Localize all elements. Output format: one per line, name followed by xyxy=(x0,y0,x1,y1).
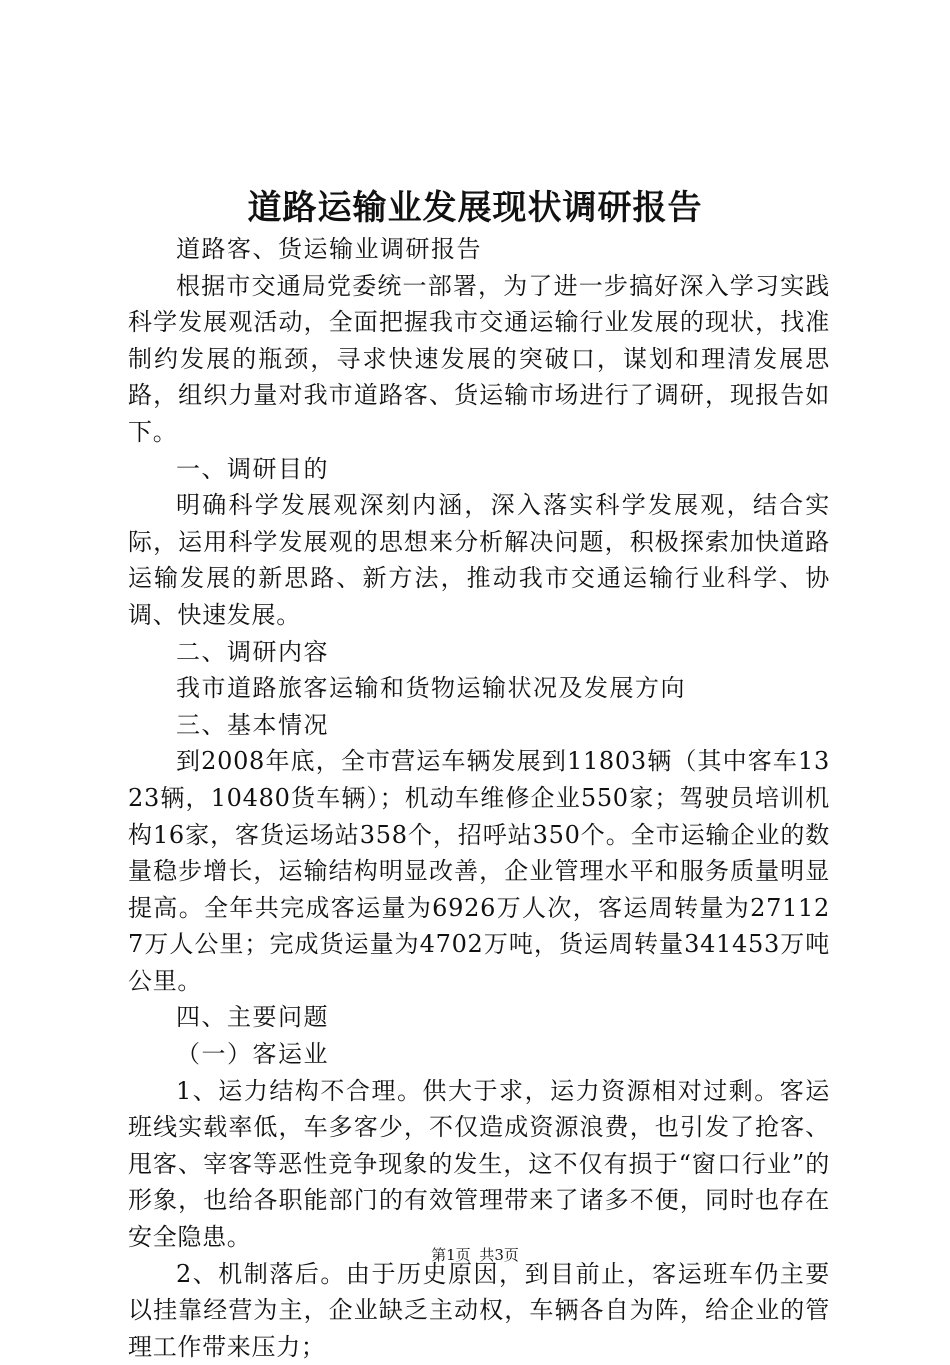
subtitle-paragraph: 道路客、货运输业调研报告 xyxy=(176,235,482,263)
document-body xyxy=(128,231,830,1365)
page-number: 第1页 xyxy=(431,1246,471,1264)
section-heading-basic: 三、基本情况 xyxy=(176,710,329,739)
section-heading-issues: 四、主要问题 xyxy=(176,1003,329,1032)
purpose-paragraph: 明确科学发展观深刻内涵，深入落实科学发展观，结合实际，运用科学发展观的思想来分析解决问题，积极探索加快道路运输发展的新思路、新方法，推动我市交通运输行业科学、协调、快速发展。 xyxy=(128,491,830,629)
basic-paragraph: 到2008年底，全市营运车辆发展到11803辆（其中客车1323辆，10480货车辆）；机动车维修企业550家；驾驶员培训机构16家，客货运场站358个，招呼站350个。全市运输企业的数量稳步增长，运输结构明显改善，企业管理水平和服务质量明显提高。全年共完成客运量为6926万人次，客运周转量为271127万人公里；完成货运量为4702万吨，货运周转量341453万吨公里。 xyxy=(128,747,830,995)
page-footer xyxy=(0,1244,950,1266)
content-paragraph: 我市道路旅客运输和货物运输状况及发展方向 xyxy=(176,674,686,703)
section-heading-content: 二、调研内容 xyxy=(176,637,329,666)
document-title: 道路运输业发展现状调研报告 xyxy=(247,188,703,228)
issue-paragraph-1: 1、运力结构不合理。供大于求，运力资源相对过剩。客运班线实载率低，车多客少，不仅造成资源浪费，也引发了抢客、甩客、宰客等恶性竞争现象的发生，这不仅有损于“窗口行业”的形象，也给各职能部门的有效管理带来了诸多不便，同时也存在安全隐患。 xyxy=(128,1076,830,1252)
intro-paragraph: 根据市交通局党委统一部署，为了进一步搞好深入学习实践科学发展观活动，全面把握我市交通运输行业发展的现状，找准制约发展的瓶颈，寻求快速发展的突破口，谋划和理清发展思路，组织力量对我市道路客、货运输市场进行了调研，现报告如下。 xyxy=(128,271,830,446)
issue-paragraph-2: 2、机制落后。由于历史原因，到目前止，客运班车仍主要以挂靠经营为主，企业缺乏主动权，车辆各自为阵，给企业的管理工作带来压力； xyxy=(128,1259,830,1361)
section-heading-purpose: 一、调研目的 xyxy=(176,454,329,483)
subsection-heading-passenger: （一）客运业 xyxy=(176,1040,329,1069)
page-total: 共3页 xyxy=(479,1246,519,1264)
